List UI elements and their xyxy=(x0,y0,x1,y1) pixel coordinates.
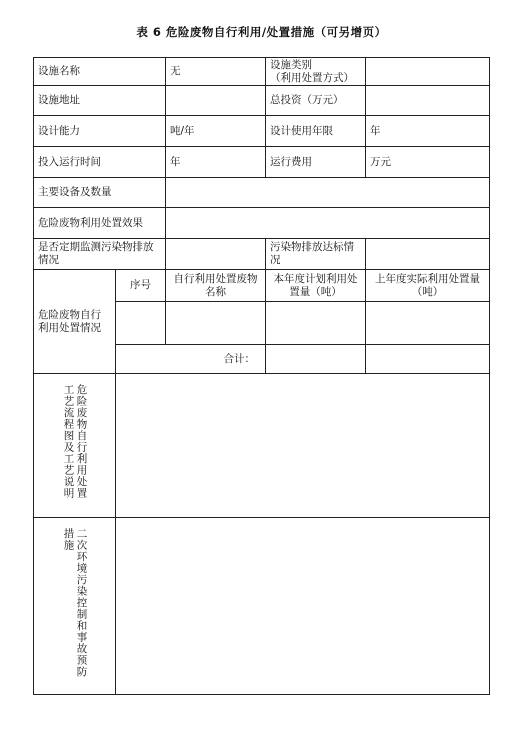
facility-address-label: 设施地址 xyxy=(34,86,166,116)
page-title: 表 6 危险废物自行利用/处置措施（可另增页） xyxy=(136,25,387,39)
plan-total-cell[interactable] xyxy=(266,345,366,374)
col-actual-header: 上年度实际利用处置量（吨） xyxy=(366,270,490,302)
col-plan-header: 本年度计划利用处置量（吨） xyxy=(266,270,366,302)
operation-cost-value[interactable]: 万元 xyxy=(366,147,490,178)
pollution-content[interactable] xyxy=(116,518,490,695)
operation-time-label: 投入运行时间 xyxy=(34,147,166,178)
actual-amount-cell[interactable] xyxy=(366,302,490,345)
total-investment-label: 总投资（万元） xyxy=(266,86,366,116)
main-equipment-label: 主要设备及数量 xyxy=(34,178,166,208)
situation-label: 危险废物自行利用处置情况 xyxy=(34,270,116,374)
emission-standard-label: 污染物排放达标情况 xyxy=(266,239,366,270)
process-label: 危险废物自行利用处置工艺流程图及工艺说明 xyxy=(62,384,88,499)
design-life-label: 设计使用年限 xyxy=(266,116,366,147)
design-life-value[interactable]: 年 xyxy=(366,116,490,147)
plan-amount-cell[interactable] xyxy=(266,302,366,345)
facility-type-label: 设施类别 （利用处置方式） xyxy=(266,58,366,86)
col-serial-header: 序号 xyxy=(116,270,166,302)
process-label-cell xyxy=(34,374,116,518)
disposal-effect-label: 危险废物利用处置效果 xyxy=(34,208,166,239)
serial-cell[interactable] xyxy=(116,302,166,345)
waste-name-cell[interactable] xyxy=(166,302,266,345)
disposal-form-table xyxy=(33,57,490,695)
design-capacity-value[interactable]: 吨/年 xyxy=(166,116,266,147)
process-content[interactable] xyxy=(116,374,490,518)
monitoring-label: 是否定期监测污染物排放情况 xyxy=(34,239,166,270)
col-waste-name-header: 自行利用处置废物名称 xyxy=(166,270,266,302)
facility-type-value[interactable] xyxy=(366,58,490,86)
operation-time-value[interactable]: 年 xyxy=(166,147,266,178)
operation-cost-label: 运行费用 xyxy=(266,147,366,178)
emission-standard-value[interactable] xyxy=(366,239,490,270)
pollution-label: 二次环境污染控制和事故预防措施 xyxy=(62,528,88,678)
facility-address-value[interactable] xyxy=(166,86,266,116)
total-investment-value[interactable] xyxy=(366,86,490,116)
facility-name-value[interactable]: 无 xyxy=(166,58,266,86)
monitoring-value[interactable] xyxy=(166,239,266,270)
total-label: 合计： xyxy=(116,345,266,374)
design-capacity-label: 设计能力 xyxy=(34,116,166,147)
main-equipment-value[interactable] xyxy=(166,178,490,208)
facility-name-label: 设施名称 xyxy=(34,58,166,86)
actual-total-cell[interactable] xyxy=(366,345,490,374)
pollution-label-cell xyxy=(34,518,116,695)
disposal-effect-value[interactable] xyxy=(166,208,490,239)
